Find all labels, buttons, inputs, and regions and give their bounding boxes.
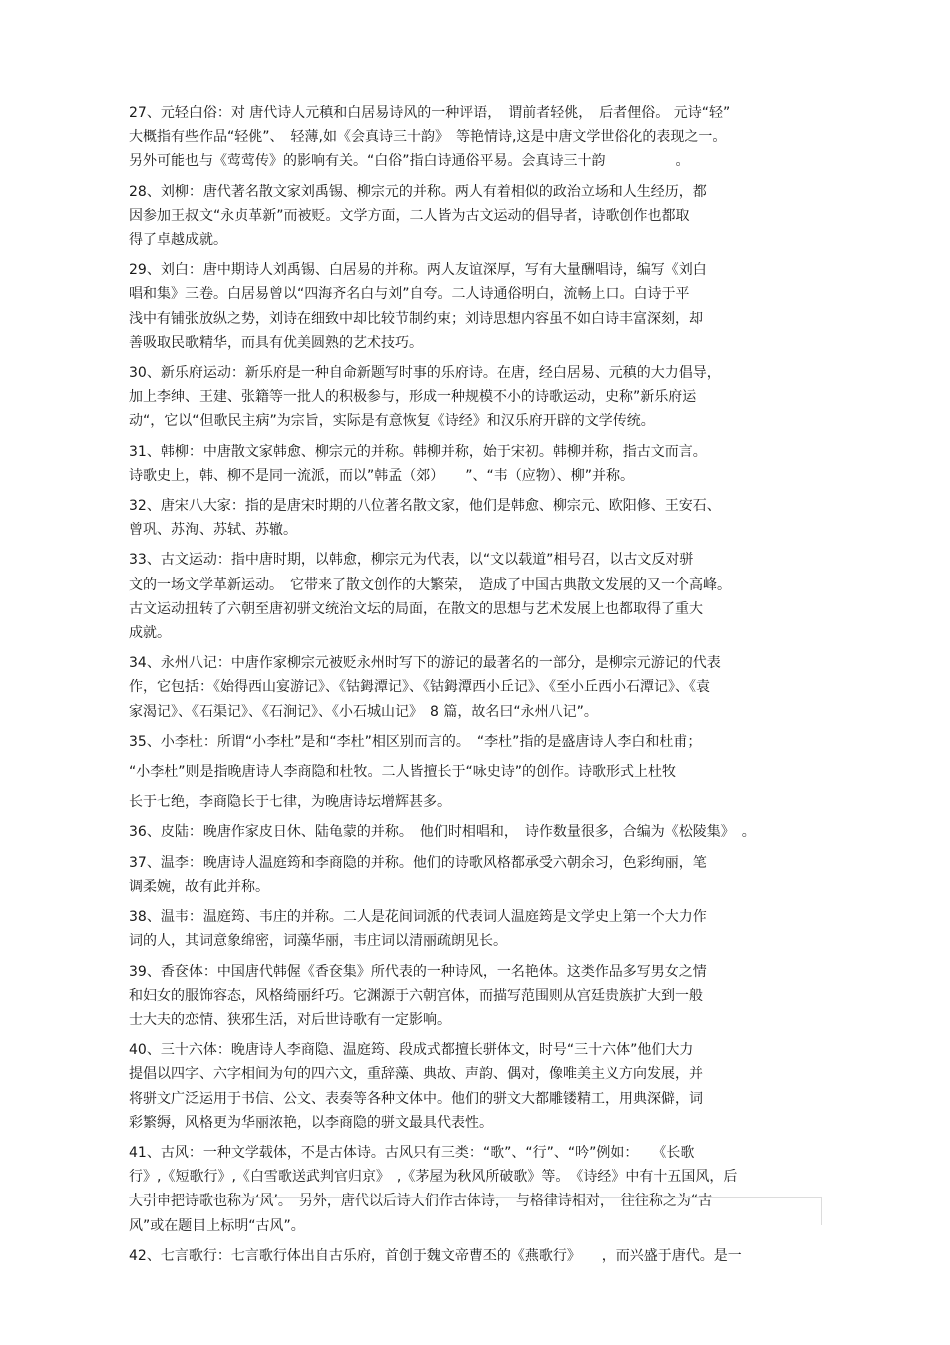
entry-38: [129, 905, 830, 953]
entry-42: [129, 1244, 830, 1268]
text-line: 调柔婉，故有此并称。: [129, 878, 269, 895]
entry-30: [129, 361, 830, 434]
text-line: 和妇女的服饰容态，风格绮丽纤巧。它渊源于六朝宫体，而描写范围则从宫廷贵族扩大到一般: [129, 987, 703, 1004]
text-line: 风”或在题目上标明“古风”。: [129, 1217, 305, 1234]
text-line: 诗歌史上，韩、柳不是同一流派，而以”韩孟（郊） ”、“韦（应物）、柳”并称。: [129, 467, 635, 484]
text-line: 彩繁缛，风格更为华丽浓艳，以李商隐的骈文最具代表性。: [129, 1114, 493, 1131]
text-line: 得了卓越成就。: [129, 232, 227, 249]
entry-32: [129, 494, 830, 542]
text-line: 31、韩柳：中唐散文家韩愈、柳宗元的并称。韩柳并称，始于宋初。韩柳并称，指古文而言。: [129, 443, 707, 460]
text-line: 34、永州八记：中唐作家柳宗元被贬永州时写下的游记的最著名的一部分，是柳宗元游记的代表: [129, 655, 721, 672]
text-line: 35、小李杜：所谓“小李杜”是和“李杜”相区别而言的。 “李杜”指的是盛唐诗人李白和杜甫；: [129, 733, 702, 750]
text-line: 27、元轻白俗：对 唐代诗人元稹和白居易诗风的一种评语， 谓前者轻佻， 后者俚俗。 元诗“轻”: [129, 105, 731, 121]
text-line: 唱和集》三卷。白居易曾以“四海齐名白与刘”自夸。二人诗通俗明白，流畅上口。白诗于平: [129, 286, 690, 303]
entry-37: [129, 851, 830, 899]
text-line: 词的人，其词意象绵密，词藻华丽，韦庄词以清丽疏朗见长。: [129, 933, 507, 950]
text-line: 善吸取民歌精华，而具有优美圆熟的艺术技巧。: [129, 334, 423, 351]
table-border-right: [821, 1197, 822, 1225]
text-line: 40、三十六体：晚唐诗人李商隐、温庭筠、段成式都擅长骈体文，时号“三十六体”他们大力: [129, 1042, 694, 1059]
text-line: 家渴记》、《石渠记》、《石涧记》、《小石城山记》 8 篇，故名曰“永州八记”。: [129, 703, 598, 720]
entry-34: [129, 651, 830, 724]
text-line: 提倡以四字、六字相间为句的四六文，重辞藻、典故、声韵、偶对，像唯美主义方向发展，并: [129, 1066, 703, 1083]
entry-31: [129, 440, 830, 488]
text-line: 39、香奁体：中国唐代韩偓《香奁集》所代表的一种诗风，一名艳体。这类作品多写男女之情: [129, 963, 707, 980]
text-line: 另外可能也与《莺莺传》的影响有关。“白俗”指白诗通俗平易。会真诗三十韵 。: [129, 153, 690, 170]
text-line: 长于七绝，李商隐长于七律，为晚唐诗坛增辉甚多。: [129, 794, 451, 811]
text-line: 36、皮陆：晚唐作家皮日休、陆龟蒙的并称。 他们时相唱和， 诗作数量很多，合编为《松陵集》 。: [129, 824, 756, 841]
text-line: 42、七言歌行：七言歌行体出自古乐府，首创于魏文帝曹丕的《燕歌行》 ，而兴盛于唐代。是一: [129, 1247, 742, 1264]
text-line: 将骈文广泛运用于书信、公文、表奏等各种文体中。他们的骈文大都雕镂精工，用典深僻，词: [129, 1090, 703, 1107]
table-border-top: [129, 1197, 822, 1198]
entry-36: [129, 820, 830, 844]
entry-35: [129, 730, 830, 754]
text-line: 41、古风：一种文学载体，不是古体诗。古风只有三类：“歌”、“行”、“吟”例如： 《长歌: [129, 1144, 695, 1161]
entry-41: [129, 1141, 830, 1238]
text-line: 行》,《短歌行》,《白雪歌送武判官归京》 ,《茅屋为秋风所破歌》等。 《诗经》中有十五国风，后: [129, 1169, 738, 1186]
text-line: 加上李绅、王建、张籍等一批人的积极参与，形成一种规模不小的诗歌运动，史称”新乐府运: [129, 389, 697, 406]
text-line: 浅中有铺张放纵之势，刘诗在细致中却比较节制约束；刘诗思想内容虽不如白诗丰富深刻，却: [129, 310, 703, 327]
text-line: 曾巩、苏洵、苏轼、苏辙。: [129, 522, 297, 539]
text-line: 29、刘白：唐中期诗人刘禹锡、白居易的并称。两人友谊深厚，写有大量酬唱诗，编写《刘白: [129, 262, 707, 279]
entry-40: [129, 1038, 830, 1135]
text-line: 28、刘柳：唐代著名散文家刘禹锡、柳宗元的并称。两人有着相似的政治立场和人生经历，都: [129, 183, 707, 200]
entry-33: [129, 548, 830, 645]
text-line: 32、唐宋八大家：指的是唐宋时期的八位著名散文家，他们是韩愈、柳宗元、欧阳修、王安石、: [129, 498, 721, 515]
text-line: 因参加王叔文“永贞革新”而被贬。文学方面，二人皆为古文运动的倡导者，诗歌创作也都取: [129, 207, 690, 224]
entry-29: [129, 258, 830, 355]
entry-35-cont-1: [129, 760, 830, 784]
text-line: 动“，它以“但歌民主病”为宗旨，实际是有意恢复《诗经》和汉乐府开辟的文学传统。: [129, 413, 655, 430]
text-line: 成就。: [129, 625, 171, 642]
entry-28: [129, 180, 830, 253]
entry-27: [129, 101, 830, 174]
text-line: 士大夫的恋情、狭邪生活，对后世诗歌有一定影响。: [129, 1011, 451, 1028]
entry-35-cont-2: [129, 790, 830, 814]
text-line: “小李杜”则是指晚唐诗人李商隐和杜牧。二人皆擅长于“咏史诗”的创作。诗歌形式上杜牧: [129, 764, 677, 781]
text-line: 38、温韦：温庭筠、韦庄的并称。二人是花间词派的代表词人温庭筠是文学史上第一个大力作: [129, 909, 707, 926]
text-line: 文的一场文学革新运动。 它带来了散文创作的大繁荣， 造成了中国古典散文发展的又一个高峰。: [129, 576, 731, 593]
text-line: 古文运动扭转了六朝至唐初骈文统治文坛的局面，在散文的思想与艺术发展上也都取得了重大: [129, 600, 703, 617]
text-line: 37、温李：晚唐诗人温庭筠和李商隐的并称。他们的诗歌风格都承受六朝余习，色彩绚丽，笔: [129, 854, 707, 871]
entry-39: [129, 960, 830, 1033]
text-line: 33、古文运动：指中唐时期，以韩愈，柳宗元为代表，以“文以载道”相号召，以古文反对骈: [129, 552, 694, 569]
text-line: 作，它包括：《始得西山宴游记》、《钴鉧潭记》、《钴鉧潭西小丘记》、《至小丘西小石潭记》、《袁: [129, 679, 710, 696]
text-line: 30、新乐府运动：新乐府是一种自命新题写时事的乐府诗。在唐，经白居易、元稹的大力倡导，: [129, 365, 721, 382]
text-line: 人引申把诗歌也称为‘风’。 另外，唐代以后诗人们作古体诗， 与格律诗相对， 往往称之为“古: [129, 1193, 713, 1210]
text-line: 大概指有些作品“轻佻”、 轻薄,如《会真诗三十韵》 等艳情诗,这是中唐文学世俗化的表现之一。: [129, 129, 727, 146]
